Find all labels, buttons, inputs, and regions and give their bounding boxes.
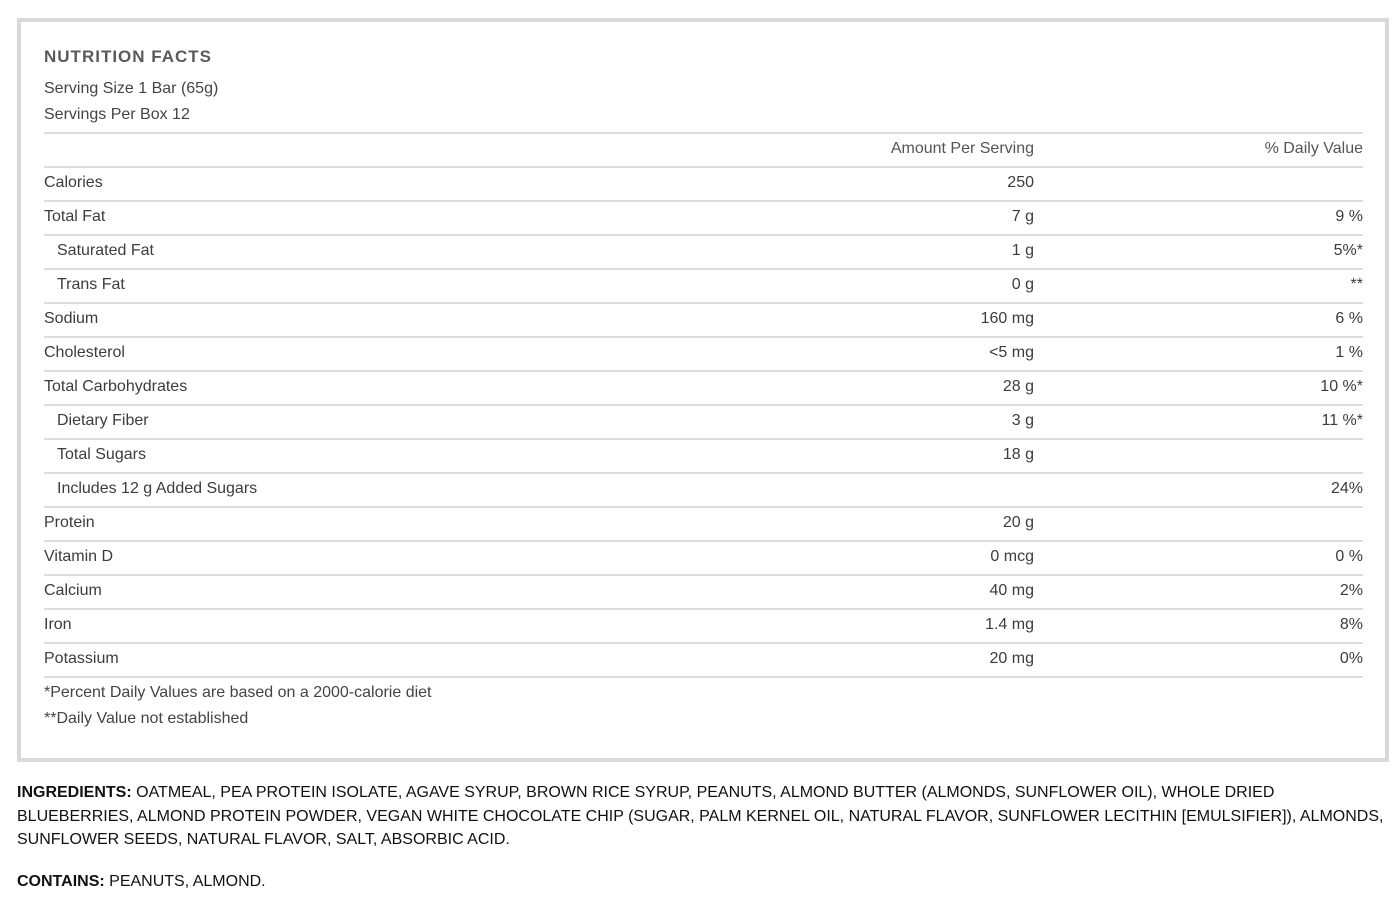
table-header-row (44, 134, 1363, 168)
nutrient-daily-value: 10 %* (1320, 378, 1363, 395)
table-row (44, 610, 1363, 644)
nutrient-amount: 250 (1007, 174, 1034, 191)
nutrient-daily-value: 24% (1330, 480, 1363, 497)
nutrient-name: Saturated Fat (57, 242, 154, 259)
contains-label: CONTAINS: (17, 873, 105, 890)
nutrient-amount: 0 g (1011, 276, 1034, 293)
nutrient-name: Calcium (44, 582, 102, 599)
ingredients-label: INGREDIENTS: (17, 784, 132, 801)
table-row (44, 372, 1363, 406)
nutrient-amount: <5 mg (989, 344, 1034, 361)
nutrient-name: Cholesterol (44, 344, 125, 361)
table-row (44, 474, 1363, 508)
nutrition-facts-title: NUTRITION FACTS (44, 47, 212, 66)
table-row (44, 508, 1363, 542)
nutrient-daily-value: 6 % (1335, 310, 1363, 327)
nutrient-daily-value: 2% (1339, 582, 1363, 599)
footnote-daily-values: *Percent Daily Values are based on a 2000-calorie diet (44, 684, 432, 701)
serving-size: Serving Size 1 Bar (65g) (44, 80, 219, 97)
nutrient-amount: 28 g (1002, 378, 1034, 395)
contains-paragraph (17, 873, 266, 891)
nutrient-name: Total Carbohydrates (44, 378, 188, 395)
table-row (44, 338, 1363, 372)
table-row (44, 270, 1363, 304)
table-row (44, 168, 1363, 202)
nutrient-amount: 7 g (1011, 208, 1034, 225)
nutrient-name: Trans Fat (57, 276, 125, 293)
nutrient-name: Vitamin D (44, 548, 114, 565)
table-row (44, 542, 1363, 576)
nutrient-name: Includes 12 g Added Sugars (57, 480, 258, 497)
nutrient-name: Protein (44, 514, 95, 531)
nutrient-daily-value: 11 %* (1321, 412, 1363, 429)
nutrient-daily-value: 1 % (1335, 344, 1363, 361)
nutrient-daily-value: 9 % (1335, 208, 1363, 225)
table-row (44, 644, 1363, 678)
ingredients-paragraph (17, 781, 1387, 852)
table-row (44, 406, 1363, 440)
nutrient-daily-value: 0% (1339, 650, 1363, 667)
servings-per-box: Servings Per Box 12 (44, 106, 190, 123)
nutrient-amount: 20 g (1002, 514, 1034, 531)
table-row (44, 304, 1363, 338)
nutrition-facts-panel (17, 18, 1389, 762)
table-row (44, 440, 1363, 474)
nutrient-daily-value: 0 % (1335, 548, 1363, 565)
nutrient-name: Dietary Fiber (57, 412, 149, 429)
nutrition-table (44, 132, 1363, 678)
footnote-not-established: **Daily Value not established (44, 710, 249, 727)
nutrient-amount: 20 mg (989, 650, 1034, 667)
nutrient-amount: 160 mg (980, 310, 1034, 327)
nutrient-name: Sodium (44, 310, 99, 327)
header-daily-value: % Daily Value (1264, 140, 1363, 157)
nutrient-daily-value: 5%* (1333, 242, 1363, 259)
nutrient-name: Iron (44, 616, 72, 633)
header-amount-per-serving: Amount Per Serving (890, 140, 1034, 157)
nutrient-name: Calories (44, 174, 103, 191)
table-row (44, 576, 1363, 610)
table-row (44, 236, 1363, 270)
nutrient-amount: 1.4 mg (985, 616, 1034, 633)
nutrient-amount: 40 mg (989, 582, 1034, 599)
nutrient-amount: 1 g (1011, 242, 1034, 259)
table-row (44, 202, 1363, 236)
nutrient-name: Potassium (44, 650, 119, 667)
contains-text: PEANUTS, ALMOND. (104, 873, 266, 890)
nutrient-amount: 3 g (1011, 412, 1034, 429)
nutrient-daily-value: 8% (1339, 616, 1363, 633)
nutrient-amount: 18 g (1002, 446, 1034, 463)
nutrient-name: Total Fat (44, 208, 106, 225)
nutrient-name: Total Sugars (57, 446, 146, 463)
nutrient-amount: 0 mcg (990, 548, 1034, 565)
ingredients-text: OATMEAL, PEA PROTEIN ISOLATE, AGAVE SYRUP, BROWN RICE SYRUP, PEANUTS, ALMOND BUTTER (ALMONDS, SUNFLOWER OIL), WHOLE DRIED BLUEBERRIES, ALMOND PROTEIN POWDER, VEGAN WHITE CHOCOLATE CHIP (SUGAR, PALM KERNEL OIL, NATURAL FLAVOR, SUNFLOWER LECITHIN [EMULSIFIER]), ALMONDS, SUNFLOWER SEEDS, NATURAL FLAVOR, SALT, ABSORBIC ACID. (17, 784, 1384, 848)
nutrient-daily-value: ** (1350, 276, 1363, 293)
